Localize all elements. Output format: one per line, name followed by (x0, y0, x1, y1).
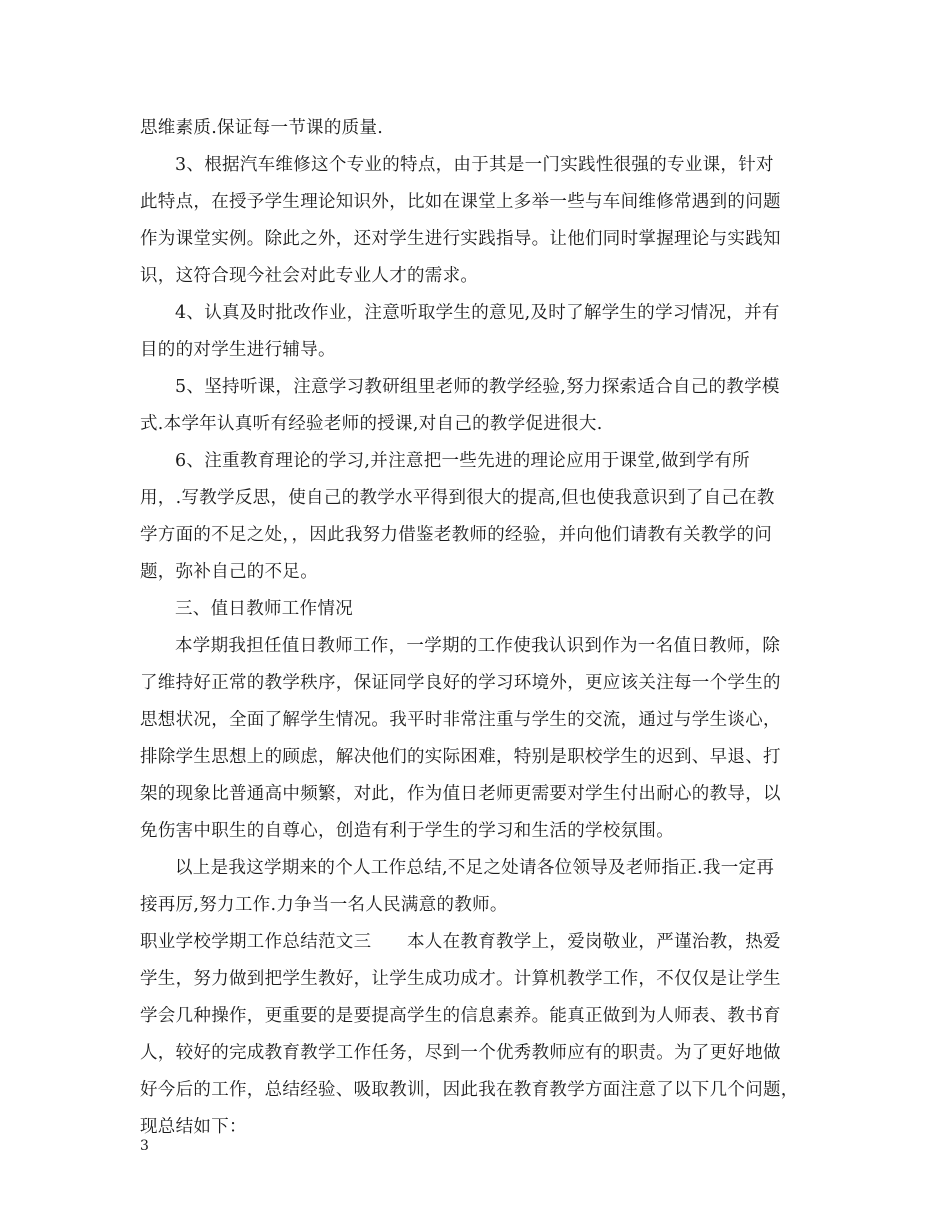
text-line: 题，弥补自己的不足。 (140, 562, 318, 582)
text-line: 本学期我担任值日教师工作，一学期的工作使我认识到作为一名值日教师，除 (175, 636, 781, 656)
text-line: 架的现象比普通高中频繁，对此，作为值日老师更需要对学生付出耐心的教导，以 (140, 784, 781, 804)
text-line: 三、值日教师工作情况 (175, 599, 353, 619)
text-line: 以上是我这学期来的个人工作总结,不足之处请各位领导及老师指正.我一定再 (175, 858, 775, 878)
text-line: 人，较好的完成教育教学工作任务，尽到一个优秀教师应有的职责。为了更好地做 (140, 1043, 781, 1063)
text-line: 6、注重教育理论的学习,并注意把一些先进的理论应用于课堂,做到学有所 (175, 451, 750, 471)
document-body (140, 110, 840, 1146)
text-line: 排除学生思想上的顾虑，解决他们的实际困难，特别是职校学生的迟到、早退、打 (140, 747, 781, 767)
text-line: 接再厉,努力工作.力争当一名人民满意的教师。 (140, 895, 508, 915)
text-line: 3、根据汽车维修这个专业的特点，由于其是一门实践性很强的专业课，针对 (175, 155, 774, 175)
text-line: 此特点，在授予学生理论知识外，比如在课堂上多举一些与车间维修常遇到的问题 (140, 192, 781, 212)
text-line: 4、认真及时批改作业，注意听取学生的意见,及时了解学生的学习情况，并有 (175, 303, 780, 323)
text-line: 式.本学年认真听有经验老师的授课,对自己的教学促进很大. (140, 414, 603, 434)
text-line: 现总结如下： (140, 1117, 247, 1137)
text-line: 思维素质.保证每一节课的质量. (140, 118, 384, 138)
text-line: 5、坚持听课，注意学习教研组里老师的教学经验,努力探索适合自己的教学模 (175, 377, 780, 397)
text-line: 了维持好正常的教学秩序，保证同学良好的学习环境外，更应该关注每一个学生的 (140, 673, 781, 693)
text-line: 学生，努力做到把学生教好，让学生成功成才。计算机教学工作，不仅仅是让学生 (140, 969, 781, 989)
text-line: 免伤害中职生的自尊心，创造有利于学生的学习和生活的学校氛围。 (140, 821, 674, 841)
page-number: 3 (140, 1138, 149, 1154)
text-line: 学会几种操作，更重要的是要提高学生的信息素养。能真正做到为人师表、教书育 (140, 1006, 781, 1026)
text-line: 好今后的工作，总结经验、吸取教训，因此我在教育教学方面注意了以下几个问题， (140, 1080, 799, 1100)
text-line: 学方面的不足之处，，因此我努力借鉴老教师的经验，并向他们请教有关教学的问 (140, 525, 773, 545)
text-line: 识，这符合现今社会对此专业人才的需求。 (140, 266, 479, 286)
text-line: 用，.写教学反思，使自己的教学水平得到很大的提高,但也使我意识到了自己在教 (140, 488, 775, 508)
text-line: 作为课堂实例。除此之外，还对学生进行实践指导。让他们同时掌握理论与实践知 (140, 229, 781, 249)
text-line: 目的的对学生进行辅导。 (140, 340, 336, 360)
text-line: 思想状况，全面了解学生情况。我平时非常注重与学生的交流，通过与学生谈心， (140, 710, 781, 730)
text-line: 职业学校学期工作总结范文三 本人在教育教学上，爱岗敬业，严谨治教，热爱 (140, 932, 781, 952)
